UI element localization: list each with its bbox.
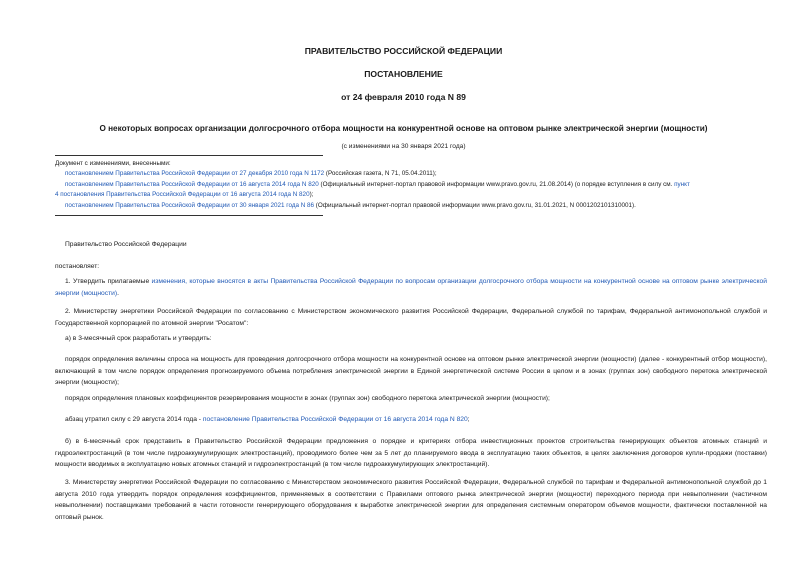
document-title: О некоторых вопросах организации долгосрочного отбора мощности на конкурентной основе на оптовом рынке электрической энергии (мощности)	[99, 124, 708, 133]
paragraph-3: 3. Министерству энергетики Российской Федерации по согласованию с Министерством экономического развития Российской Федерации, Федеральной службой по тарифам и Федеральной антимонопольной службой до 1 августа 2010 года утвердить порядок определения коэффициентов, применяемых в соответствии с Правилами оптового рынка электрической энергии (мощности) переходного периода при невыполнении (частичном невыполнении) поставщиками требований в части готовности генерирующего оборудования к выработке электрической энергии для определения системным оператором объемов мощности, фактически поставленной на оптовый рынок.	[55, 479, 767, 521]
intro-paragraph: Правительство Российской Федерации	[65, 241, 187, 248]
amendment-link[interactable]: пункт	[674, 181, 690, 188]
paragraph-2a: а) в 3-месячный срок разработать и утвердить:	[65, 335, 212, 342]
amendment-tail: );	[309, 191, 314, 198]
amendment-item	[65, 181, 690, 188]
revision-note: (с изменениями на 30 января 2021 года)	[341, 143, 466, 150]
amendment-link[interactable]: 4 постановления Правительства Российской Федерации от 16 августа 2014 года N 820	[55, 191, 310, 198]
amendment-item	[65, 202, 636, 209]
paragraph-2a-item-1: порядок определения величины спроса на мощность для проведения долгосрочного отбора мощности на конкурентной основе на оптовом рынке электрической энергии (мощности) (далее - конкурентный отбор мощности), включающий в том числе порядок определения прогнозируемого объема потребления электрической энергии в Единой энергетической системе России в целом и в зонах (группах зон) свободного перетока электрической энергии (мощности);	[55, 356, 767, 386]
amendment-tail: (Официальный интернет-портал правовой информации www.pravo.gov.ru, 31.01.2021, N 0001202101310001).	[314, 202, 636, 209]
amendment-item	[65, 170, 437, 177]
amendment-item-continuation	[55, 191, 313, 198]
paragraph-text: абзац утратил силу с 29 августа 2014 года -	[65, 416, 203, 423]
paragraph-text: 1. Утвердить прилагаемые	[65, 278, 152, 285]
paragraph-2a-item-2: порядок определения плановых коэффициентов резервирования мощности в зонах (группах зон) свободного перетока электрической энергии (мощности);	[65, 395, 550, 402]
paragraph-2a-item-3	[65, 416, 470, 423]
amendments-heading: Документ с изменениями, внесенными:	[55, 160, 171, 167]
decree-link[interactable]: постановление Правительства Российской Федерации от 16 августа 2014 года N 820	[202, 416, 468, 423]
paragraph-text: .	[117, 289, 119, 297]
doc-type-heading: ПОСТАНОВЛЕНИЕ	[364, 69, 443, 79]
amendment-link[interactable]: постановлением Правительства Российской Федерации от 27 декабря 2010 года N 1172	[65, 170, 325, 177]
amendments-link[interactable]: изменения, которые вносятся в акты Правительства Российской Федерации по вопросам организации долгосрочного отбора мощности на конкурентной основе на оптовом рынке электрической энергии (мощности)	[55, 278, 767, 297]
paragraph-2: 2. Министерству энергетики Российской Федерации по согласованию с Министерством экономического развития Российской Федерации, Федеральной службой по тарифам, Федеральной антимонопольной службой и Государственной корпорацией по атомной энергии "Росатом":	[55, 308, 767, 327]
top-divider	[55, 155, 323, 156]
paragraph-2b: б) в 6-месячный срок представить в Правительство Российской Федерации предложения о порядке и критериях отбора инвестиционных проектов строительства генерирующих объектов атомных станций и гидроэлектростанций (в том числе гидроаккумулирующих электростанций), проводимого более чем за 5 лет до планируемого ввода в эксплуатацию таких объектов, в целях заключения договоров купли-продажи (поставки) мощности вводимых в эксплуатацию новых атомных станций и гидроэлектростанций (в том числе гидроаккумулирующих электростанций).	[55, 438, 767, 468]
paragraph-1	[55, 276, 767, 299]
amendment-link[interactable]: постановлением Правительства Российской Федерации от 16 августа 2014 года N 820	[65, 181, 319, 188]
decides-paragraph: постановляет:	[55, 263, 100, 270]
paragraph-text: ;	[467, 416, 470, 423]
government-heading: ПРАВИТЕЛЬСТВО РОССИЙСКОЙ ФЕДЕРАЦИИ	[304, 46, 503, 56]
amendment-tail: (Официальный интернет-портал правовой информации www.pravo.gov.ru, 21.08.2014) (о порядке вступления в силу см.	[318, 181, 675, 188]
amendment-link[interactable]: постановлением Правительства Российской Федерации от 30 января 2021 года N 86	[65, 202, 315, 209]
bottom-divider	[55, 215, 323, 216]
amendment-tail: (Российская газета, N 71, 05.04.2011);	[324, 170, 437, 177]
date-number-heading: от 24 февраля 2010 года N 89	[341, 92, 466, 102]
